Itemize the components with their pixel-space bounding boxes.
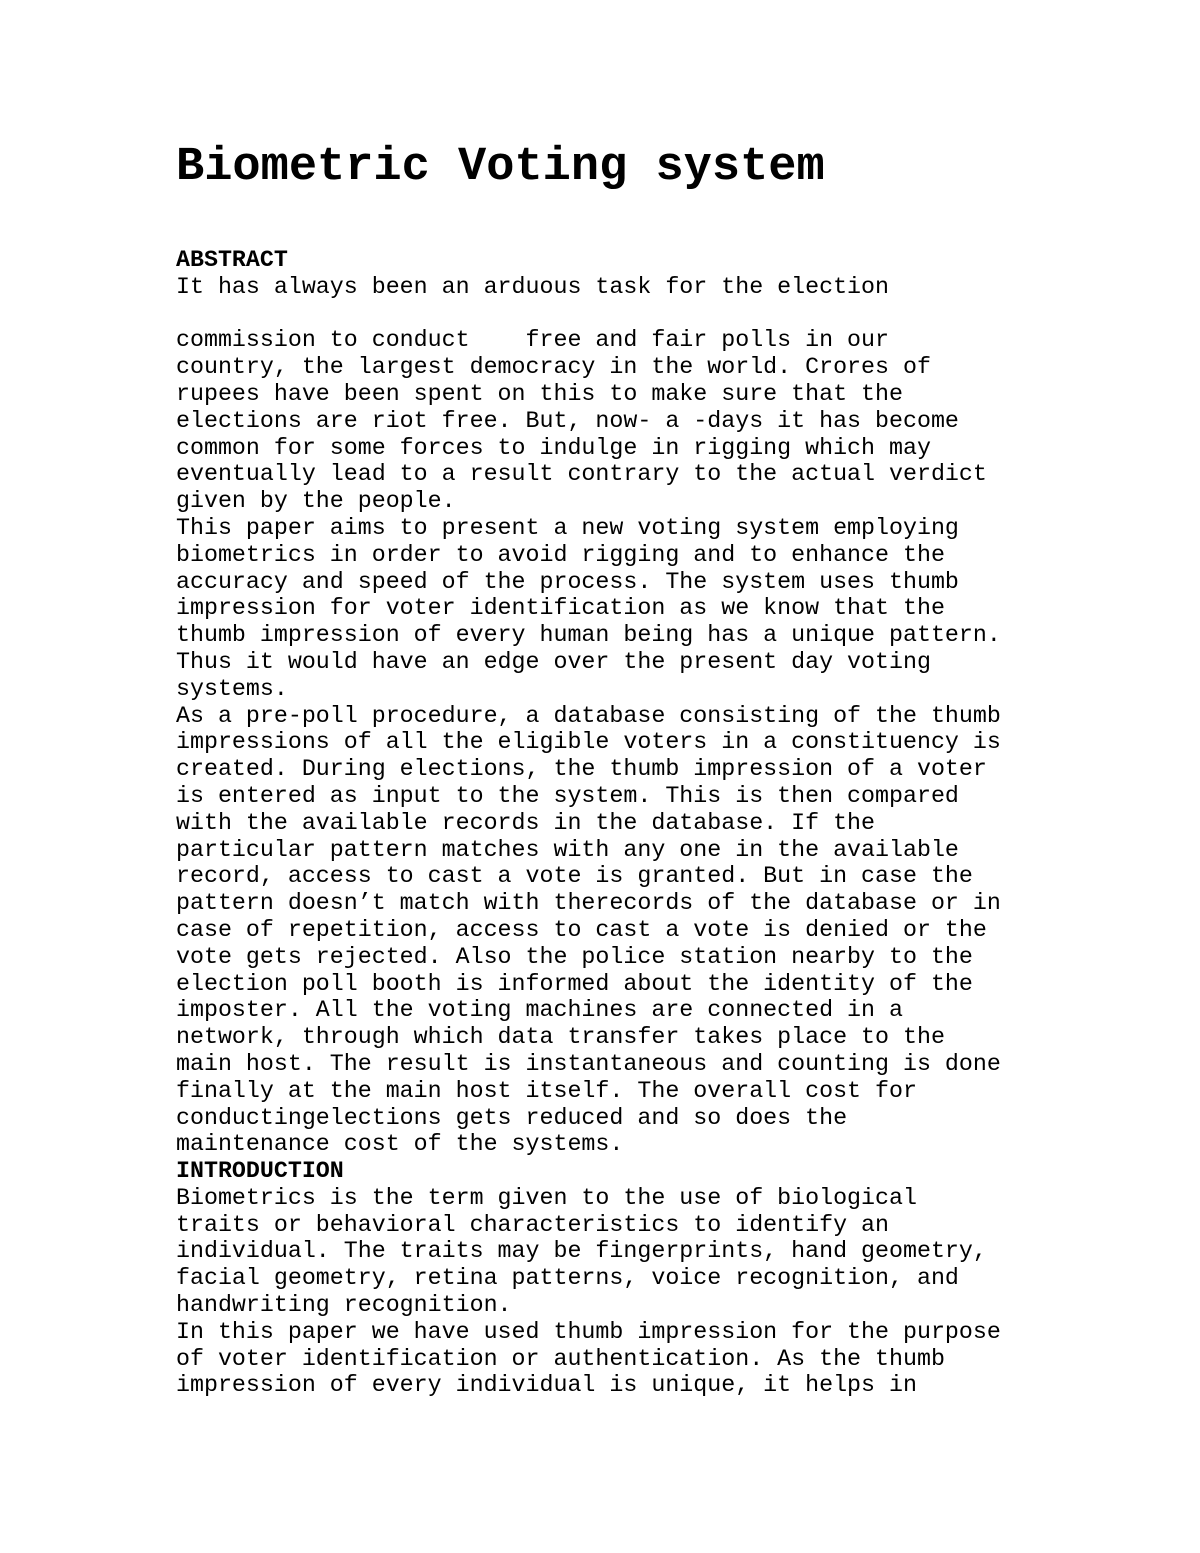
introduction-line: handwriting recognition.	[176, 1292, 512, 1319]
abstract-line: conductingelections gets reduced and so does the	[176, 1104, 848, 1131]
abstract-line: commission to conduct free and fair polls in our	[176, 327, 890, 354]
abstract-line: country, the largest democracy in the world. Crores of	[176, 354, 931, 381]
abstract-line: Thus it would have an edge over the present day voting	[176, 648, 931, 675]
abstract-line: common for some forces to indulge in rigging which may	[176, 434, 931, 461]
introduction-line: Biometrics is the term given to the use of biological	[176, 1184, 917, 1211]
abstract-line: election poll booth is informed about the identity of the	[176, 970, 973, 997]
introduction-section	[176, 1185, 1076, 1399]
abstract-line: is entered as input to the system. This is then compared	[176, 782, 959, 809]
introduction-line: traits or behavioral characteristics to identify an	[176, 1211, 890, 1238]
abstract-line	[176, 301, 1076, 328]
document-body	[176, 247, 1076, 1399]
introduction-line: In this paper we have used thumb impression for the purpose	[176, 1318, 1001, 1345]
abstract-line: network, through which data transfer takes place to the	[176, 1024, 945, 1051]
abstract-line: This paper aims to present a new voting system employing	[176, 514, 959, 541]
abstract-line: particular pattern matches with any one in the available	[176, 836, 959, 863]
abstract-line: elections are riot free. But, now- a -days it has become	[176, 407, 959, 434]
abstract-line: maintenance cost of the systems.	[176, 1131, 624, 1158]
abstract-line: with the available records in the database. If the	[176, 809, 876, 836]
abstract-line: systems.	[176, 675, 288, 702]
abstract-line: given by the people.	[176, 488, 456, 515]
abstract-line: pattern doesn’t match with therecords of the database or in	[176, 890, 1001, 917]
abstract-line: vote gets rejected. Also the police station nearby to the	[176, 943, 973, 970]
abstract-heading: ABSTRACT	[176, 247, 288, 273]
abstract-line: finally at the main host itself. The overall cost for	[176, 1077, 917, 1104]
introduction-heading: INTRODUCTION	[176, 1158, 344, 1185]
abstract-section	[176, 274, 1076, 1158]
abstract-line: impression for voter identification as we know that the	[176, 595, 945, 622]
abstract-line: It has always been an arduous task for the election	[176, 273, 890, 300]
introduction-line: facial geometry, retina patterns, voice recognition, and	[176, 1265, 959, 1292]
abstract-line: eventually lead to a result contrary to the actual verdict	[176, 461, 987, 488]
abstract-line: case of repetition, access to cast a vote is denied or the	[176, 916, 987, 943]
abstract-line: rupees have been spent on this to make sure that the	[176, 380, 903, 407]
introduction-line: individual. The traits may be fingerprints, hand geometry,	[176, 1238, 987, 1265]
abstract-line: created. During elections, the thumb impression of a voter	[176, 756, 987, 783]
abstract-line: accuracy and speed of the process. The system uses thumb	[176, 568, 959, 595]
introduction-line: impression of every individual is unique, it helps in	[176, 1372, 917, 1399]
page-title: Biometric Voting system	[176, 141, 825, 194]
introduction-line: of voter identification or authentication. As the thumb	[176, 1345, 945, 1372]
abstract-line: As a pre-poll procedure, a database consisting of the thumb	[176, 702, 1001, 729]
abstract-line: main host. The result is instantaneous and counting is done	[176, 1050, 1001, 1077]
abstract-line: thumb impression of every human being has a unique pattern.	[176, 622, 1001, 649]
abstract-line: impressions of all the eligible voters in a constituency is	[176, 729, 1001, 756]
abstract-line: biometrics in order to avoid rigging and to enhance the	[176, 541, 945, 568]
abstract-line: imposter. All the voting machines are connected in a	[176, 997, 903, 1024]
abstract-line: record, access to cast a vote is granted. But in case the	[176, 863, 973, 890]
